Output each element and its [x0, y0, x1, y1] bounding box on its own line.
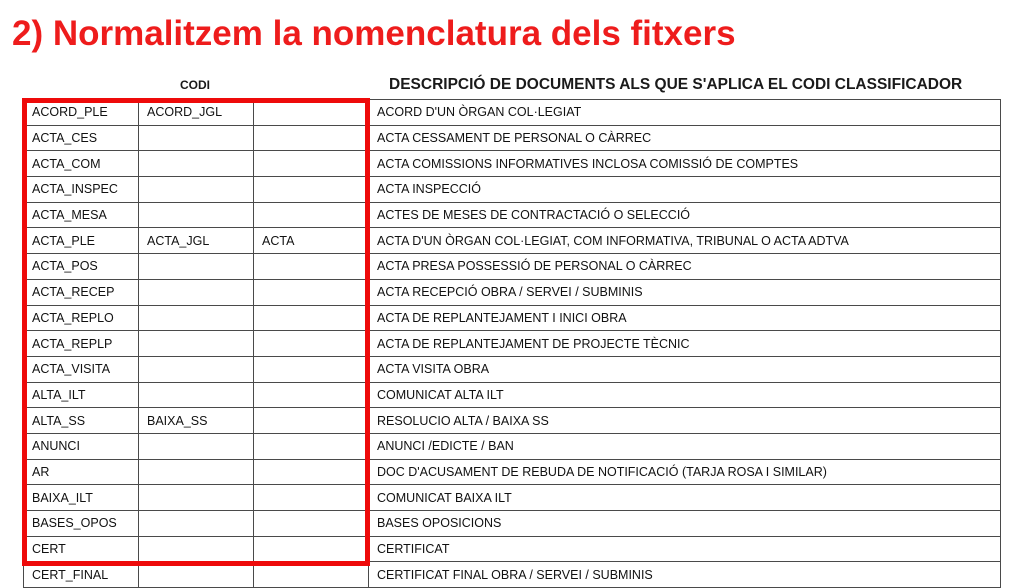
- table-row: [24, 562, 1001, 588]
- table-row: [24, 254, 1001, 280]
- code-primary-cell: ACORD_PLE: [24, 100, 139, 126]
- classification-table: [23, 99, 1001, 588]
- table-row: [24, 485, 1001, 511]
- code-tertiary-cell: [254, 254, 369, 280]
- description-cell: ACTA CESSAMENT DE PERSONAL O CÀRREC: [369, 125, 1001, 151]
- table-row: [24, 228, 1001, 254]
- code-secondary-cell: [139, 125, 254, 151]
- code-primary-cell: ACTA_VISITA: [24, 356, 139, 382]
- code-tertiary-cell: [254, 408, 369, 434]
- table-row: [24, 177, 1001, 203]
- code-tertiary-cell: [254, 511, 369, 537]
- description-cell: ACTA INSPECCIÓ: [369, 177, 1001, 203]
- code-tertiary-cell: [254, 459, 369, 485]
- description-cell: ACTA DE REPLANTEJAMENT DE PROJECTE TÈCNIC: [369, 331, 1001, 357]
- code-tertiary-cell: ACTA: [254, 228, 369, 254]
- table-row: [24, 125, 1001, 151]
- code-tertiary-cell: [254, 279, 369, 305]
- description-cell: ANUNCI /EDICTE / BAN: [369, 433, 1001, 459]
- code-secondary-cell: [139, 536, 254, 562]
- code-tertiary-cell: [254, 202, 369, 228]
- code-primary-cell: ACTA_CES: [24, 125, 139, 151]
- description-cell: BASES OPOSICIONS: [369, 511, 1001, 537]
- code-secondary-cell: [139, 202, 254, 228]
- code-primary-cell: ACTA_COM: [24, 151, 139, 177]
- code-tertiary-cell: [254, 562, 369, 588]
- code-secondary-cell: [139, 485, 254, 511]
- code-primary-cell: BAIXA_ILT: [24, 485, 139, 511]
- code-primary-cell: ANUNCI: [24, 433, 139, 459]
- code-primary-cell: CERT: [24, 536, 139, 562]
- description-cell: CERTIFICAT FINAL OBRA / SERVEI / SUBMINIS: [369, 562, 1001, 588]
- table-row: [24, 433, 1001, 459]
- description-cell: ACTES DE MESES DE CONTRACTACIÓ O SELECCIÓ: [369, 202, 1001, 228]
- description-cell: ACTA COMISSIONS INFORMATIVES INCLOSA COMISSIÓ DE COMPTES: [369, 151, 1001, 177]
- code-secondary-cell: ACTA_JGL: [139, 228, 254, 254]
- code-secondary-cell: ACORD_JGL: [139, 100, 254, 126]
- code-secondary-cell: [139, 459, 254, 485]
- code-primary-cell: ALTA_SS: [24, 408, 139, 434]
- description-cell: COMUNICAT ALTA ILT: [369, 382, 1001, 408]
- code-primary-cell: CERT_FINAL: [24, 562, 139, 588]
- table-row: [24, 382, 1001, 408]
- description-cell: CERTIFICAT: [369, 536, 1001, 562]
- code-primary-cell: AR: [24, 459, 139, 485]
- table-row: [24, 536, 1001, 562]
- code-secondary-cell: [139, 382, 254, 408]
- table-body: [24, 100, 1001, 588]
- code-secondary-cell: [139, 511, 254, 537]
- description-cell: RESOLUCIO ALTA / BAIXA SS: [369, 408, 1001, 434]
- code-tertiary-cell: [254, 177, 369, 203]
- table-row: [24, 305, 1001, 331]
- description-cell: ACTA D'UN ÒRGAN COL·LEGIAT, COM INFORMATIVA, TRIBUNAL O ACTA ADTVA: [369, 228, 1001, 254]
- description-cell: COMUNICAT BAIXA ILT: [369, 485, 1001, 511]
- code-secondary-cell: [139, 433, 254, 459]
- table-row: [24, 331, 1001, 357]
- code-primary-cell: ACTA_REPLO: [24, 305, 139, 331]
- code-tertiary-cell: [254, 356, 369, 382]
- description-cell: DOC D'ACUSAMENT DE REBUDA DE NOTIFICACIÓ (TARJA ROSA I SIMILAR): [369, 459, 1001, 485]
- code-tertiary-cell: [254, 331, 369, 357]
- codi-header: CODI: [180, 78, 210, 92]
- code-tertiary-cell: [254, 305, 369, 331]
- description-cell: ACTA RECEPCIÓ OBRA / SERVEI / SUBMINIS: [369, 279, 1001, 305]
- code-secondary-cell: [139, 305, 254, 331]
- code-primary-cell: ACTA_RECEP: [24, 279, 139, 305]
- code-secondary-cell: [139, 562, 254, 588]
- description-cell: ACTA PRESA POSSESSIÓ DE PERSONAL O CÀRREC: [369, 254, 1001, 280]
- code-tertiary-cell: [254, 125, 369, 151]
- table-row: [24, 100, 1001, 126]
- code-primary-cell: ACTA_POS: [24, 254, 139, 280]
- slide-title: 2) Normalitzem la nomenclatura dels fitxers: [12, 14, 736, 53]
- table-row: [24, 511, 1001, 537]
- code-secondary-cell: [139, 331, 254, 357]
- code-primary-cell: ALTA_ILT: [24, 382, 139, 408]
- table-row: [24, 151, 1001, 177]
- code-tertiary-cell: [254, 151, 369, 177]
- code-primary-cell: BASES_OPOS: [24, 511, 139, 537]
- code-tertiary-cell: [254, 485, 369, 511]
- table-row: [24, 459, 1001, 485]
- table-row: [24, 408, 1001, 434]
- code-tertiary-cell: [254, 382, 369, 408]
- table-row: [24, 202, 1001, 228]
- code-secondary-cell: [139, 254, 254, 280]
- code-primary-cell: ACTA_MESA: [24, 202, 139, 228]
- description-cell: ACTA DE REPLANTEJAMENT I INICI OBRA: [369, 305, 1001, 331]
- code-tertiary-cell: [254, 433, 369, 459]
- code-primary-cell: ACTA_INSPEC: [24, 177, 139, 203]
- table-row: [24, 356, 1001, 382]
- description-cell: ACTA VISITA OBRA: [369, 356, 1001, 382]
- table-row: [24, 279, 1001, 305]
- code-secondary-cell: [139, 356, 254, 382]
- code-primary-cell: ACTA_PLE: [24, 228, 139, 254]
- code-tertiary-cell: [254, 100, 369, 126]
- code-secondary-cell: [139, 151, 254, 177]
- code-secondary-cell: BAIXA_SS: [139, 408, 254, 434]
- description-header: DESCRIPCIÓ DE DOCUMENTS ALS QUE S'APLICA EL CODI CLASSIFICADOR: [389, 76, 963, 93]
- code-primary-cell: ACTA_REPLP: [24, 331, 139, 357]
- description-cell: ACORD D'UN ÒRGAN COL·LEGIAT: [369, 100, 1001, 126]
- code-secondary-cell: [139, 177, 254, 203]
- code-secondary-cell: [139, 279, 254, 305]
- code-tertiary-cell: [254, 536, 369, 562]
